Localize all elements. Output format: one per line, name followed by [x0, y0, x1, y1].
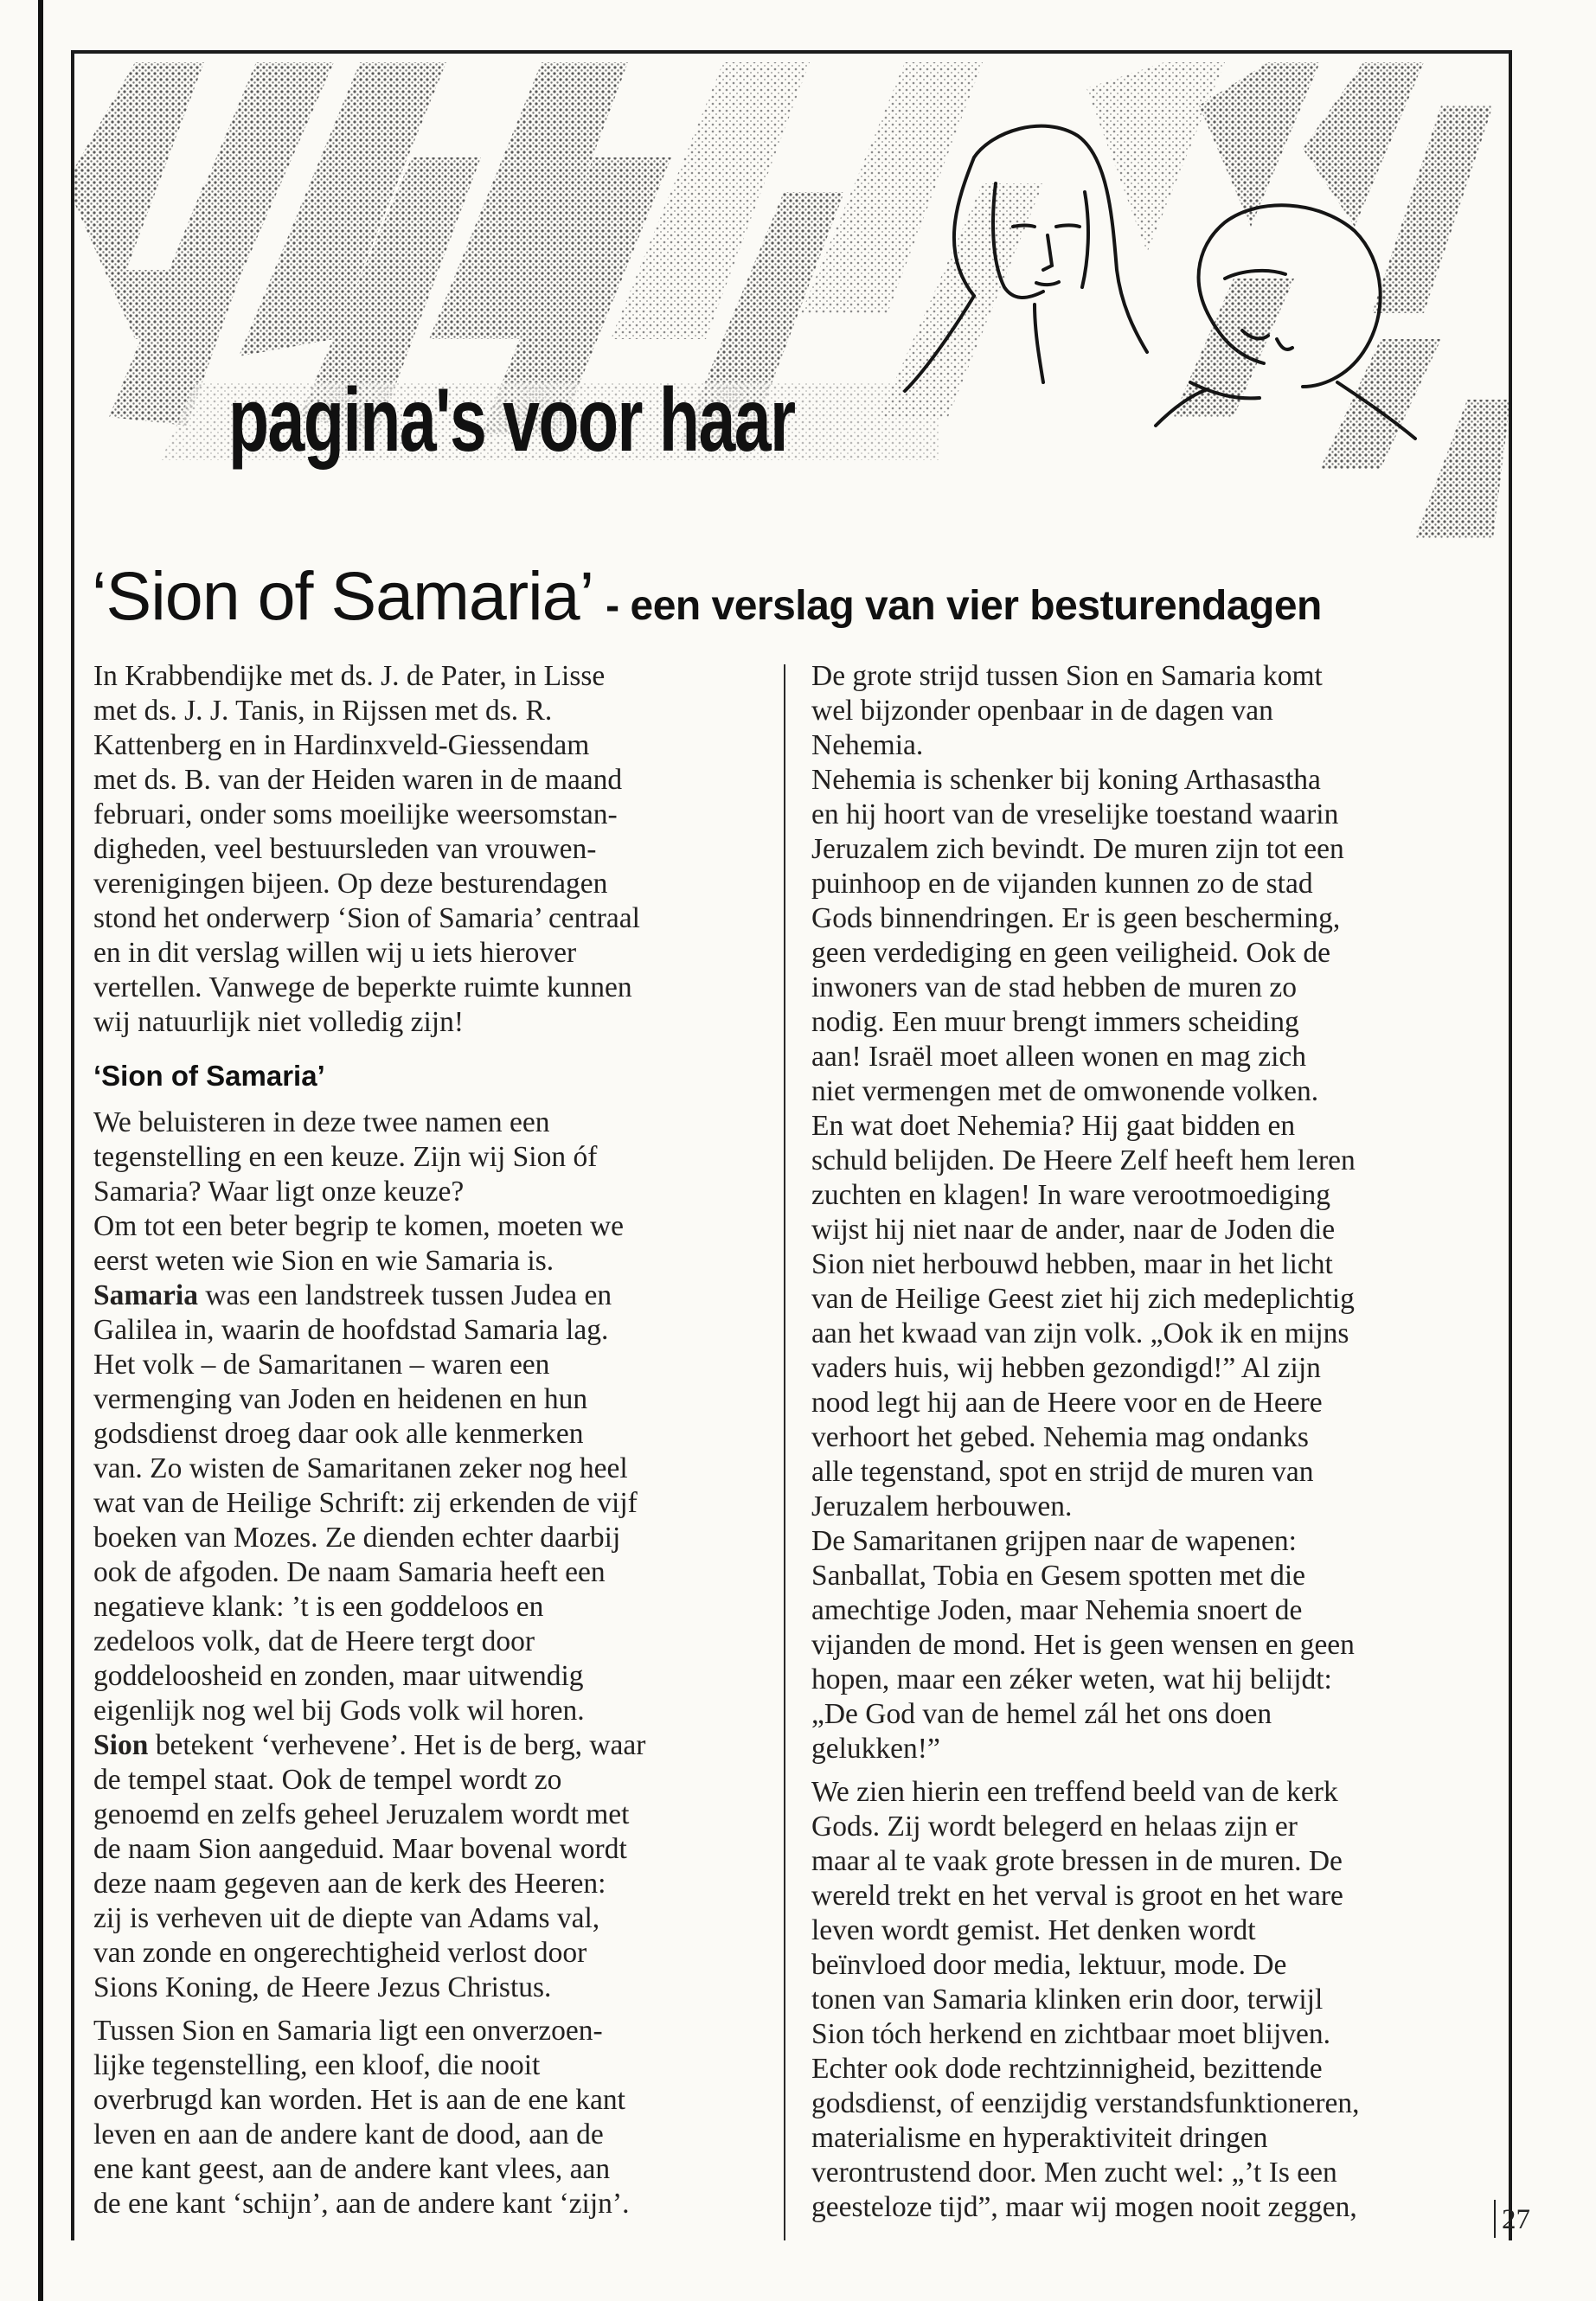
text-line: genoemd en zelfs geheel Jeruzalem wordt met	[93, 1798, 630, 1830]
page-binding-edge	[38, 0, 43, 2301]
headline-sub: - een verslag van vier besturendagen	[606, 583, 1322, 630]
text-line: niet vermengen met de omwonende volken.	[811, 1075, 1319, 1107]
text-line: van zonde en ongerechtigheid verlost door	[93, 1937, 587, 1969]
term-samaria: Samaria	[93, 1279, 198, 1311]
text-line: De grote strijd tussen Sion en Samaria komt	[811, 660, 1323, 692]
right-column	[811, 659, 1486, 2225]
text-line: tegenstelling en een keuze. Zijn wij Sion óf	[93, 1141, 598, 1173]
text-line: materialisme en hyperaktiviteit dringen	[811, 2122, 1268, 2154]
text-line: vaders huis, wij hebben gezondigd!” Al zijn	[811, 1352, 1321, 1384]
subheading: ‘Sion of Samaria’	[93, 1060, 325, 1092]
text-line: amechtige Joden, maar Nehemia snoert de	[811, 1594, 1303, 1626]
text-line: Gods. Zij wordt belegerd en helaas zijn er	[811, 1811, 1298, 1843]
text-line: leven wordt gemist. Het denken wordt	[811, 1914, 1256, 1946]
text-line: en hij hoort van de vreselijke toestand waarin	[811, 798, 1339, 830]
text-line: de naam Sion aangeduid. Maar bovenal wordt	[93, 1833, 627, 1865]
text-line: geesteloze tijd”, maar wij mogen nooit zeggen,	[811, 2191, 1357, 2223]
text-line: We zien hierin een treffend beeld van de kerk	[811, 1776, 1338, 1808]
text-line: deze naam gegeven aan de kerk des Heeren:	[93, 1868, 606, 1900]
text-line: zij is verheven uit de diepte van Adams val,	[93, 1902, 600, 1934]
text-line: We beluisteren in deze twee namen een	[93, 1106, 550, 1138]
text-line: Tussen Sion en Samaria ligt een onverzoen-	[93, 2015, 603, 2047]
page-number-rule	[1494, 2200, 1496, 2238]
text-line: ene kant geest, aan de andere kant vlees, aan	[93, 2153, 611, 2185]
text-line: tonen van Samaria klinken erin door, terwijl	[811, 1984, 1324, 2016]
text-line: Jeruzalem zich bevindt. De muren zijn tot een	[811, 833, 1344, 865]
text-line: met ds. B. van der Heiden waren in de maand	[93, 764, 623, 796]
text-line: Sions Koning, de Heere Jezus Christus.	[93, 1971, 552, 2003]
paragraph-gap	[811, 1766, 1486, 1775]
text-run: betekent ‘verhevene’. Het is de berg, waar	[148, 1729, 646, 1761]
column-divider	[784, 664, 785, 2240]
text-line: puinhoop en de vijanden kunnen zo de stad	[811, 868, 1313, 900]
left-column	[93, 659, 765, 2221]
text-line: zuchten en klagen! In ware verootmoediging	[811, 1179, 1330, 1211]
page-number: 27	[1502, 2204, 1530, 2235]
term-sion: Sion	[93, 1729, 149, 1761]
text-line: van. Zo wisten de Samaritanen zeker nog heel	[93, 1452, 628, 1484]
text-line: wat van de Heilige Schrift: zij erkenden de vijf	[93, 1487, 638, 1519]
text-line: nodig. Een muur brengt immers scheiding	[811, 1006, 1299, 1038]
text-line: Echter ook dode rechtzinnigheid, bezittende	[811, 2053, 1323, 2085]
text-line: aan! Israël moet alleen wonen en mag zich	[811, 1041, 1307, 1073]
text-line: De Samaritanen grijpen naar de wapenen:	[811, 1525, 1297, 1557]
text-line: Het volk – de Samaritanen – waren een	[93, 1349, 550, 1381]
text-line: „De God van de hemel zál het ons doen	[811, 1698, 1272, 1730]
text-line: aan het kwaad van zijn volk. „Ook ik en mijns	[811, 1317, 1349, 1349]
text-line: overbrugd kan worden. Het is aan de ene kant	[93, 2084, 625, 2116]
text-line: met ds. J. J. Tanis, in Rijssen met ds. R.	[93, 695, 553, 727]
text-line: februari, onder soms moeilijke weersomstan-	[93, 798, 618, 830]
text-line: Sion niet herbouwd hebben, maar in het licht	[811, 1248, 1333, 1280]
body-paragraph	[93, 1106, 765, 2005]
text-line: ook de afgoden. De naam Samaria heeft een	[93, 1556, 606, 1588]
text-line: wel bijzonder openbaar in de dagen van	[811, 695, 1273, 727]
intro-paragraph	[93, 659, 765, 1040]
text-line: Gods binnendringen. Er is geen bescherming,	[811, 902, 1341, 934]
text-line: de tempel staat. Ook de tempel wordt zo	[93, 1764, 562, 1796]
text-line: beïnvloed door media, lektuur, mode. De	[811, 1949, 1287, 1981]
text-line: boeken van Mozes. Ze dienden echter daarbij	[93, 1522, 621, 1554]
text-line: vermenging van Joden en heidenen en hun	[93, 1383, 588, 1415]
text-line: vertellen. Vanwege de beperkte ruimte kunnen	[93, 971, 632, 1003]
text-line: stond het onderwerp ‘Sion of Samaria’ centraal	[93, 902, 640, 934]
text-line: eigenlijk nog wel bij Gods volk wil horen.	[93, 1695, 585, 1727]
text-line: verontrustend door. Men zucht wel: „’t Is een	[811, 2157, 1337, 2189]
text-line: Nehemia.	[811, 729, 924, 761]
text-line: verenigingen bijeen. Op deze besturendagen	[93, 868, 608, 900]
text-line: Jeruzalem herbouwen.	[811, 1490, 1073, 1522]
body-paragraph	[811, 659, 1486, 1766]
text-line: In Krabbendijke met ds. J. de Pater, in Lisse	[93, 660, 606, 692]
text-line: nood legt hij aan de Heere voor en de Heere	[811, 1387, 1323, 1419]
paragraph-gap	[93, 2005, 765, 2014]
text-line: digheden, veel bestuursleden van vrouwen-	[93, 833, 597, 865]
text-line: negatieve klank: ’t is een goddeloos en	[93, 1591, 544, 1623]
text-line: maar al te vaak grote bressen in de muren. De	[811, 1845, 1343, 1877]
text-line: eerst weten wie Sion en wie Samaria is.	[93, 1245, 554, 1277]
text-line: goddeloosheid en zonden, maar uitwendig	[93, 1660, 584, 1692]
text-line: Galilea in, waarin de hoofdstad Samaria lag.	[93, 1314, 609, 1346]
text-line	[93, 1728, 765, 1763]
text-line: hopen, maar een zéker weten, wat hij belijdt:	[811, 1663, 1332, 1695]
article-headline	[92, 557, 1510, 635]
text-line: En wat doet Nehemia? Hij gaat bidden en	[811, 1110, 1296, 1142]
text-line: geen verdediging en geen veiligheid. Ook de	[811, 937, 1331, 969]
text-line: godsdienst, of eenzijdig verstandsfunktioneren,	[811, 2087, 1360, 2119]
text-line: van de Heilige Geest ziet hij zich medeplichtig	[811, 1283, 1355, 1315]
text-line: inwoners van de stad hebben de muren zo	[811, 971, 1297, 1003]
body-paragraph	[93, 2014, 765, 2221]
headline-main: ‘Sion of Samaria’	[92, 557, 594, 635]
text-line: schuld belijden. De Heere Zelf heeft hem leren	[811, 1144, 1356, 1176]
text-line: en in dit verslag willen wij u iets hierover	[93, 937, 577, 969]
text-line: verhoort het gebed. Nehemia mag ondanks	[811, 1421, 1309, 1453]
text-line: wereld trekt en het verval is groot en het ware	[811, 1880, 1343, 1912]
text-line: alle tegenstand, spot en strijd de muren van	[811, 1456, 1314, 1488]
body-paragraph	[811, 1775, 1486, 2225]
text-line: Samaria? Waar ligt onze keuze?	[93, 1176, 465, 1208]
text-line: godsdienst droeg daar ook alle kenmerken	[93, 1418, 584, 1450]
text-line	[93, 1279, 765, 1313]
text-line: Kattenberg en in Hardinxveld-Giessendam	[93, 729, 590, 761]
text-run: was een landstreek tussen Judea en	[197, 1279, 612, 1311]
text-line: vijanden de mond. Het is geen wensen en geen	[811, 1629, 1355, 1661]
section-title: pagina's voor haar	[228, 370, 795, 471]
text-line: zedeloos volk, dat de Heere tergt door	[93, 1625, 535, 1657]
text-line: leven en aan de andere kant de dood, aan de	[93, 2118, 604, 2150]
text-line: Om tot een beter begrip te komen, moeten we	[93, 1210, 625, 1242]
text-line: lijke tegenstelling, een kloof, die nooit	[93, 2049, 541, 2081]
text-line: gelukken!”	[811, 1733, 940, 1765]
text-line: Sion tóch herkend en zichtbaar moet blijven.	[811, 2018, 1331, 2050]
text-line: de ene kant ‘schijn’, aan de andere kant ‘zijn’.	[93, 2188, 630, 2220]
text-line: wijst hij niet naar de ander, naar de Joden die	[811, 1214, 1336, 1246]
text-line: Nehemia is schenker bij koning Arthasastha	[811, 764, 1321, 796]
text-line: wij natuurlijk niet volledig zijn!	[93, 1006, 464, 1038]
text-line: Sanballat, Tobia en Gesem spotten met die	[811, 1560, 1306, 1592]
